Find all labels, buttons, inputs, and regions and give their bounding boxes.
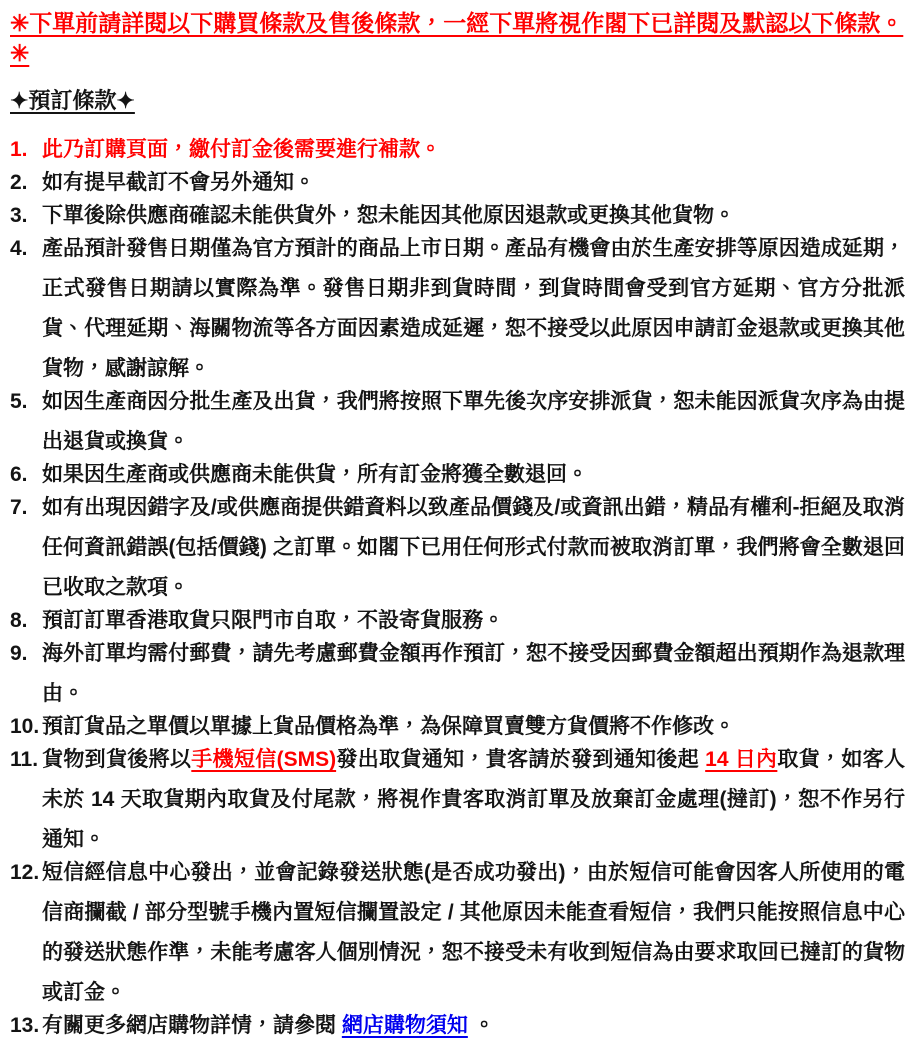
pickup-deadline-highlight: 14 日內 [705,748,778,771]
term-text [42,496,905,599]
term-segment: 下單後除供應商確認未能供貨外，恕未能因其他原因退款或更換其他貨物。 [42,204,735,227]
term-segment: 如果因生產商或供應商未能供貨，所有訂金將獲全數退回。 [42,463,588,486]
term-item [10,229,905,389]
term-text [42,171,315,194]
term-segment: 預訂訂單香港取貨只限門市自取，不設寄貨服務。 [42,609,504,632]
term-item [10,634,905,714]
term-number: 10. [10,715,40,738]
term-segment: 發出取貨通知，貴客請於發到通知後起 [336,748,706,771]
term-number: 12. [10,861,40,884]
term-number: 1. [10,138,28,161]
term-segment: 如有提早截訂不會另外通知。 [42,171,315,194]
term-number: 7. [10,496,28,519]
term-text [42,748,905,851]
sms-notice-highlight: 手機短信(SMS) [191,748,337,771]
term-text [42,204,735,227]
term-segment: 如因生產商因分批生產及出貨，我們將按照下單先後次序安排派貨，恕未能因派貨次序為由提出退貨或換貨。 [42,390,905,453]
term-item [10,382,905,462]
term-number: 2. [10,171,28,194]
term-text [42,390,905,453]
term-number: 13. [10,1014,40,1037]
term-segment: 海外訂單均需付郵費，請先考慮郵費金額再作預訂，恕不接受因郵費金額超出預期作為退款理由。 [42,642,905,705]
term-segment: 貨物到貨後將以 [42,748,192,771]
term-text [42,138,441,161]
term-segment: 如有出現因錯字及/或供應商提供錯資料以致產品價錢及/或資訊出錯，精品有權利-拒絕及取消任何資訊錯誤(包括價錢) 之訂單。如閣下已用任何形式付款而被取消訂單，我們將會全數退回已收取之款項。 [42,496,905,599]
term-number: 11. [10,748,39,771]
term-number: 8. [10,609,28,632]
term-item [10,853,905,1013]
term-segment: 。 [467,1014,495,1037]
term-number: 9. [10,642,28,665]
term-item [10,488,905,608]
term-segment: 此乃訂購頁面，繳付訂金後需要進行補款。 [42,138,441,161]
term-text [42,642,905,705]
pre-order-terms-heading: ✦預訂條款✦ [10,88,135,113]
term-number: 6. [10,463,28,486]
term-text [42,715,735,738]
term-text [42,463,588,486]
term-number: 5. [10,390,28,413]
store-shopping-notice-link[interactable]: 網店購物須知 [341,1014,468,1037]
term-item [10,1006,905,1046]
term-number: 3. [10,204,28,227]
term-segment: 產品預計發售日期僅為官方預計的商品上市日期。產品有機會由於生產安排等原因造成延期，正式發售日期請以實際為準。發售日期非到貨時間，到貨時間會受到官方延期、官方分批派貨、代理延期、海關物流等各方面因素造成延遲，恕不接受以此原因申請訂金退款或更換其他貨物，感謝諒解。 [42,237,905,380]
term-segment: 有關更多網店購物詳情，請參閱 [42,1014,342,1037]
term-segment: 預訂貨品之單價以單據上貨品價格為準，為保障買賣雙方貨價將不作修改。 [42,715,735,738]
terms-list [10,130,905,1046]
term-text [42,1014,495,1037]
term-number: 4. [10,237,28,260]
term-segment: 短信經信息中心發出，並會記錄發送狀態(是否成功發出)，由於短信可能會因客人所使用的電信商攔截 / 部分型號手機內置短信攔置設定 / 其他原因未能查看短信，我們只能按照信息中心的發送狀態作準，未能考慮客人個別情況，恕不接受未有收到短信為由要求取回已撻訂的貨物或訂金。 [42,861,905,1004]
term-segment: 取貨，如客人未於 14 天取貨期內取貨及付尾款，將視作貴客取消訂單及放棄訂金處理(撻訂)，恕不作另行通知。 [42,748,905,851]
term-text [42,237,905,380]
term-text [42,609,504,632]
pre-order-warning-title: ✳下單前請詳閱以下購買條款及售後條款，一經下單將視作閣下已詳閱及默認以下條款。✳ [10,10,904,66]
term-item [10,740,905,860]
term-text [42,861,905,1004]
